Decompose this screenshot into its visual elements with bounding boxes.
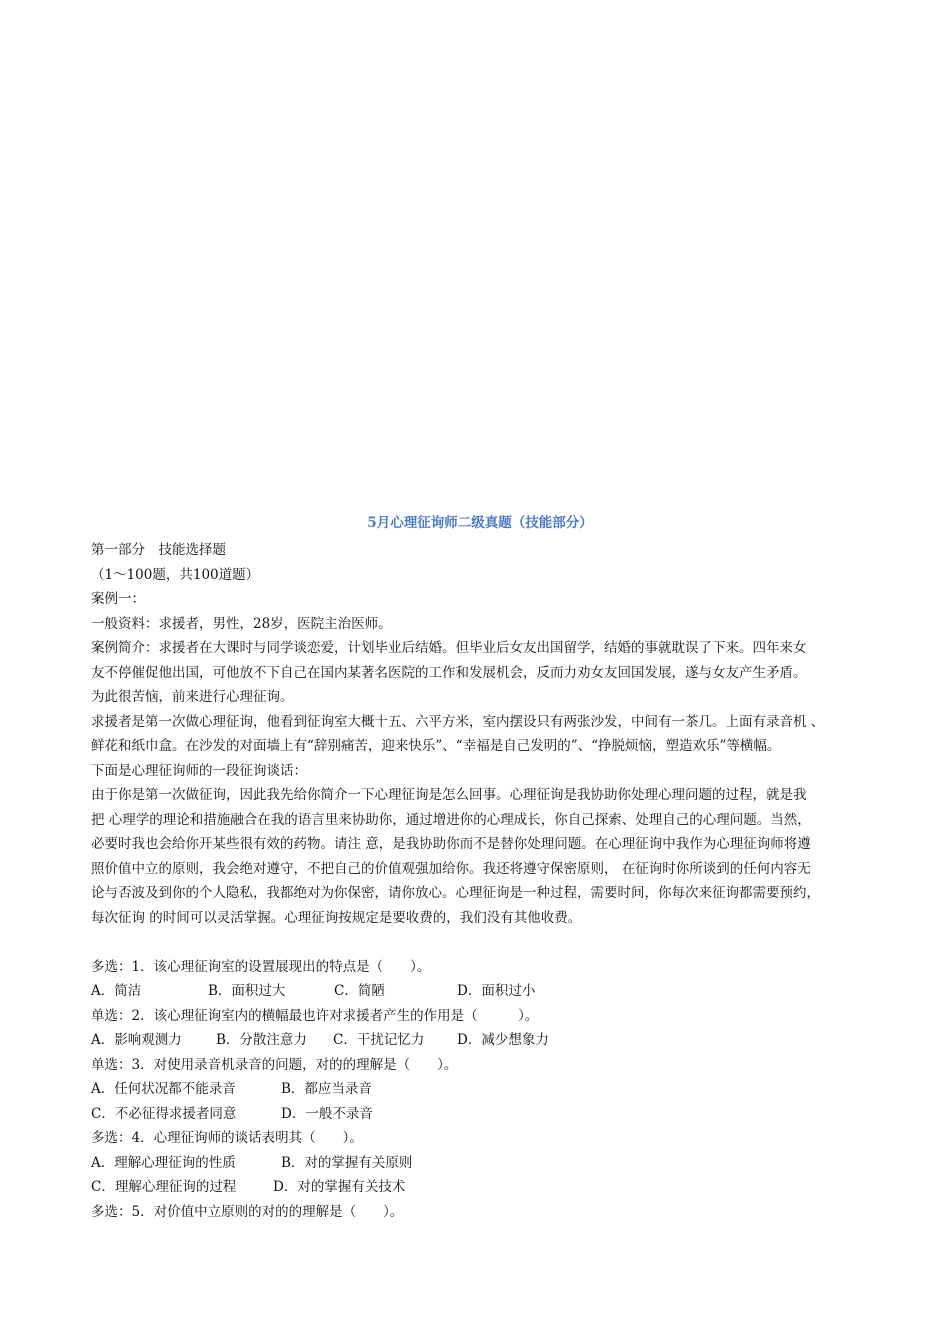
room-description-line: 鲜花和纸巾盒。在沙发的对面墙上有“辞别痛苦，迎来快乐”、“幸福是自己发明的”、“挣脱烦恼，塑造欢乐”等横幅。	[91, 738, 781, 754]
question-stem: 单选：3．对使用录音机录音的问题，对的的理解是（ ）。	[91, 1056, 458, 1073]
case-intro-line: 友不停催促他出国，可他放不下自己在国内某著名医院的工作和发展机会，反而力劝女友回国发展，遂与女友产生矛盾。	[91, 664, 807, 681]
document-body	[91, 538, 881, 1224]
dialogue-line: 把 心理学的理论和措施融合在我的语言里来协助你，通过增进你的心理成长，你自己探索、处理自己的心理问题。当然，	[91, 811, 811, 828]
option-row	[91, 1102, 881, 1127]
document-title: 5月心理征询师二级真题（技能部分）	[367, 515, 593, 531]
option-d: D．对的掌握有关技术	[273, 1179, 406, 1195]
option-c: C．干扰记忆力	[333, 1032, 425, 1048]
case-label: 案例一：	[91, 591, 145, 607]
dialogue-line: 每次征询 的时间可以灵活掌握。心理征询按规定是要收费的，我们没有其他收费。	[91, 909, 582, 926]
room-description-line: 求援者是第一次做心理征询，他看到征询室大概十五、六平方米，室内摆设只有两张沙发，中间有一茶几。上面有录音机 、	[91, 713, 825, 730]
dialogue-line: 论与否波及到你的个人隐私，我都绝对为你保密，请你放心。心理征询是一种过程，需要时间，你每次来征询都需要预约，	[91, 885, 820, 901]
option-b: B．分散注意力	[216, 1032, 307, 1048]
dialogue-line: 照价值中立的原则，我会绝对遵守，不把自己的价值观强加给你。我还将遵守保密原则， 在征询时你所谈到的任何内容无	[91, 860, 811, 877]
option-c: C．简陋	[334, 983, 385, 999]
range-note: （1～100题，共100道题）	[91, 566, 260, 583]
option-a: A．影响观测力	[91, 1032, 182, 1048]
option-c: C．不必征得求援者同意	[91, 1105, 237, 1122]
option-row	[91, 1175, 881, 1200]
option-d: D．一般不录音	[281, 1105, 373, 1122]
question-stem: 多选：5．对价值中立原则的对的的理解是（ ）。	[91, 1203, 404, 1220]
blank-line	[91, 930, 881, 955]
option-c: C．理解心理征询的过程	[91, 1179, 237, 1195]
option-d: D．面积过小	[457, 983, 536, 999]
option-row	[91, 1151, 881, 1176]
option-a: A．任何状况都不能录音	[91, 1081, 236, 1097]
option-row	[91, 1028, 881, 1053]
option-a: A．理解心理征询的性质	[91, 1154, 236, 1171]
option-b: B．都应当录音	[281, 1081, 372, 1097]
option-b: B．面积过大	[208, 983, 286, 999]
dialogue-line: 必要时我也会给你开某些很有效的药物。请注 意，是我协助你而不是替你处理问题。在心理征询中我作为心理征询师将遵	[91, 836, 811, 852]
dialogue-line: 由于你是第一次做征询，因此我先给你简介一下心理征询是怎么回事。心理征询是我协助你处理心理问题的过程，就是我	[91, 787, 807, 803]
option-a: A．简洁	[91, 983, 142, 999]
option-b: B．对的掌握有关原则	[281, 1154, 413, 1171]
option-row	[91, 979, 881, 1004]
case-intro-line: 案例简介：求援者在大课时与同学谈恋爱，计划毕业后结婚。但毕业后女友出国留学，结婚的事就耽误了下来。四年来女	[91, 640, 807, 656]
question-stem: 多选：1．该心理征询室的设置展现出的特点是（ ）。	[91, 958, 431, 975]
option-d: D．减少想象力	[457, 1032, 549, 1048]
case-intro-line: 为此很苦恼，前来进行心理征询。	[91, 689, 294, 705]
question-stem: 单选：2．该心理征询室内的横幅最也许对求援者产生的作用是（ ）。	[91, 1007, 539, 1024]
question-stem: 多选：4．心理征询师的谈话表明其（ ）。	[91, 1130, 363, 1146]
option-row	[91, 1077, 881, 1102]
part-heading: 第一部分 技能选择题	[91, 542, 226, 558]
room-description-line: 下面是心理征询师的一段征询谈话：	[91, 762, 307, 779]
general-info: 一般资料：求援者，男性，28岁，医院主治医师。	[91, 615, 392, 632]
